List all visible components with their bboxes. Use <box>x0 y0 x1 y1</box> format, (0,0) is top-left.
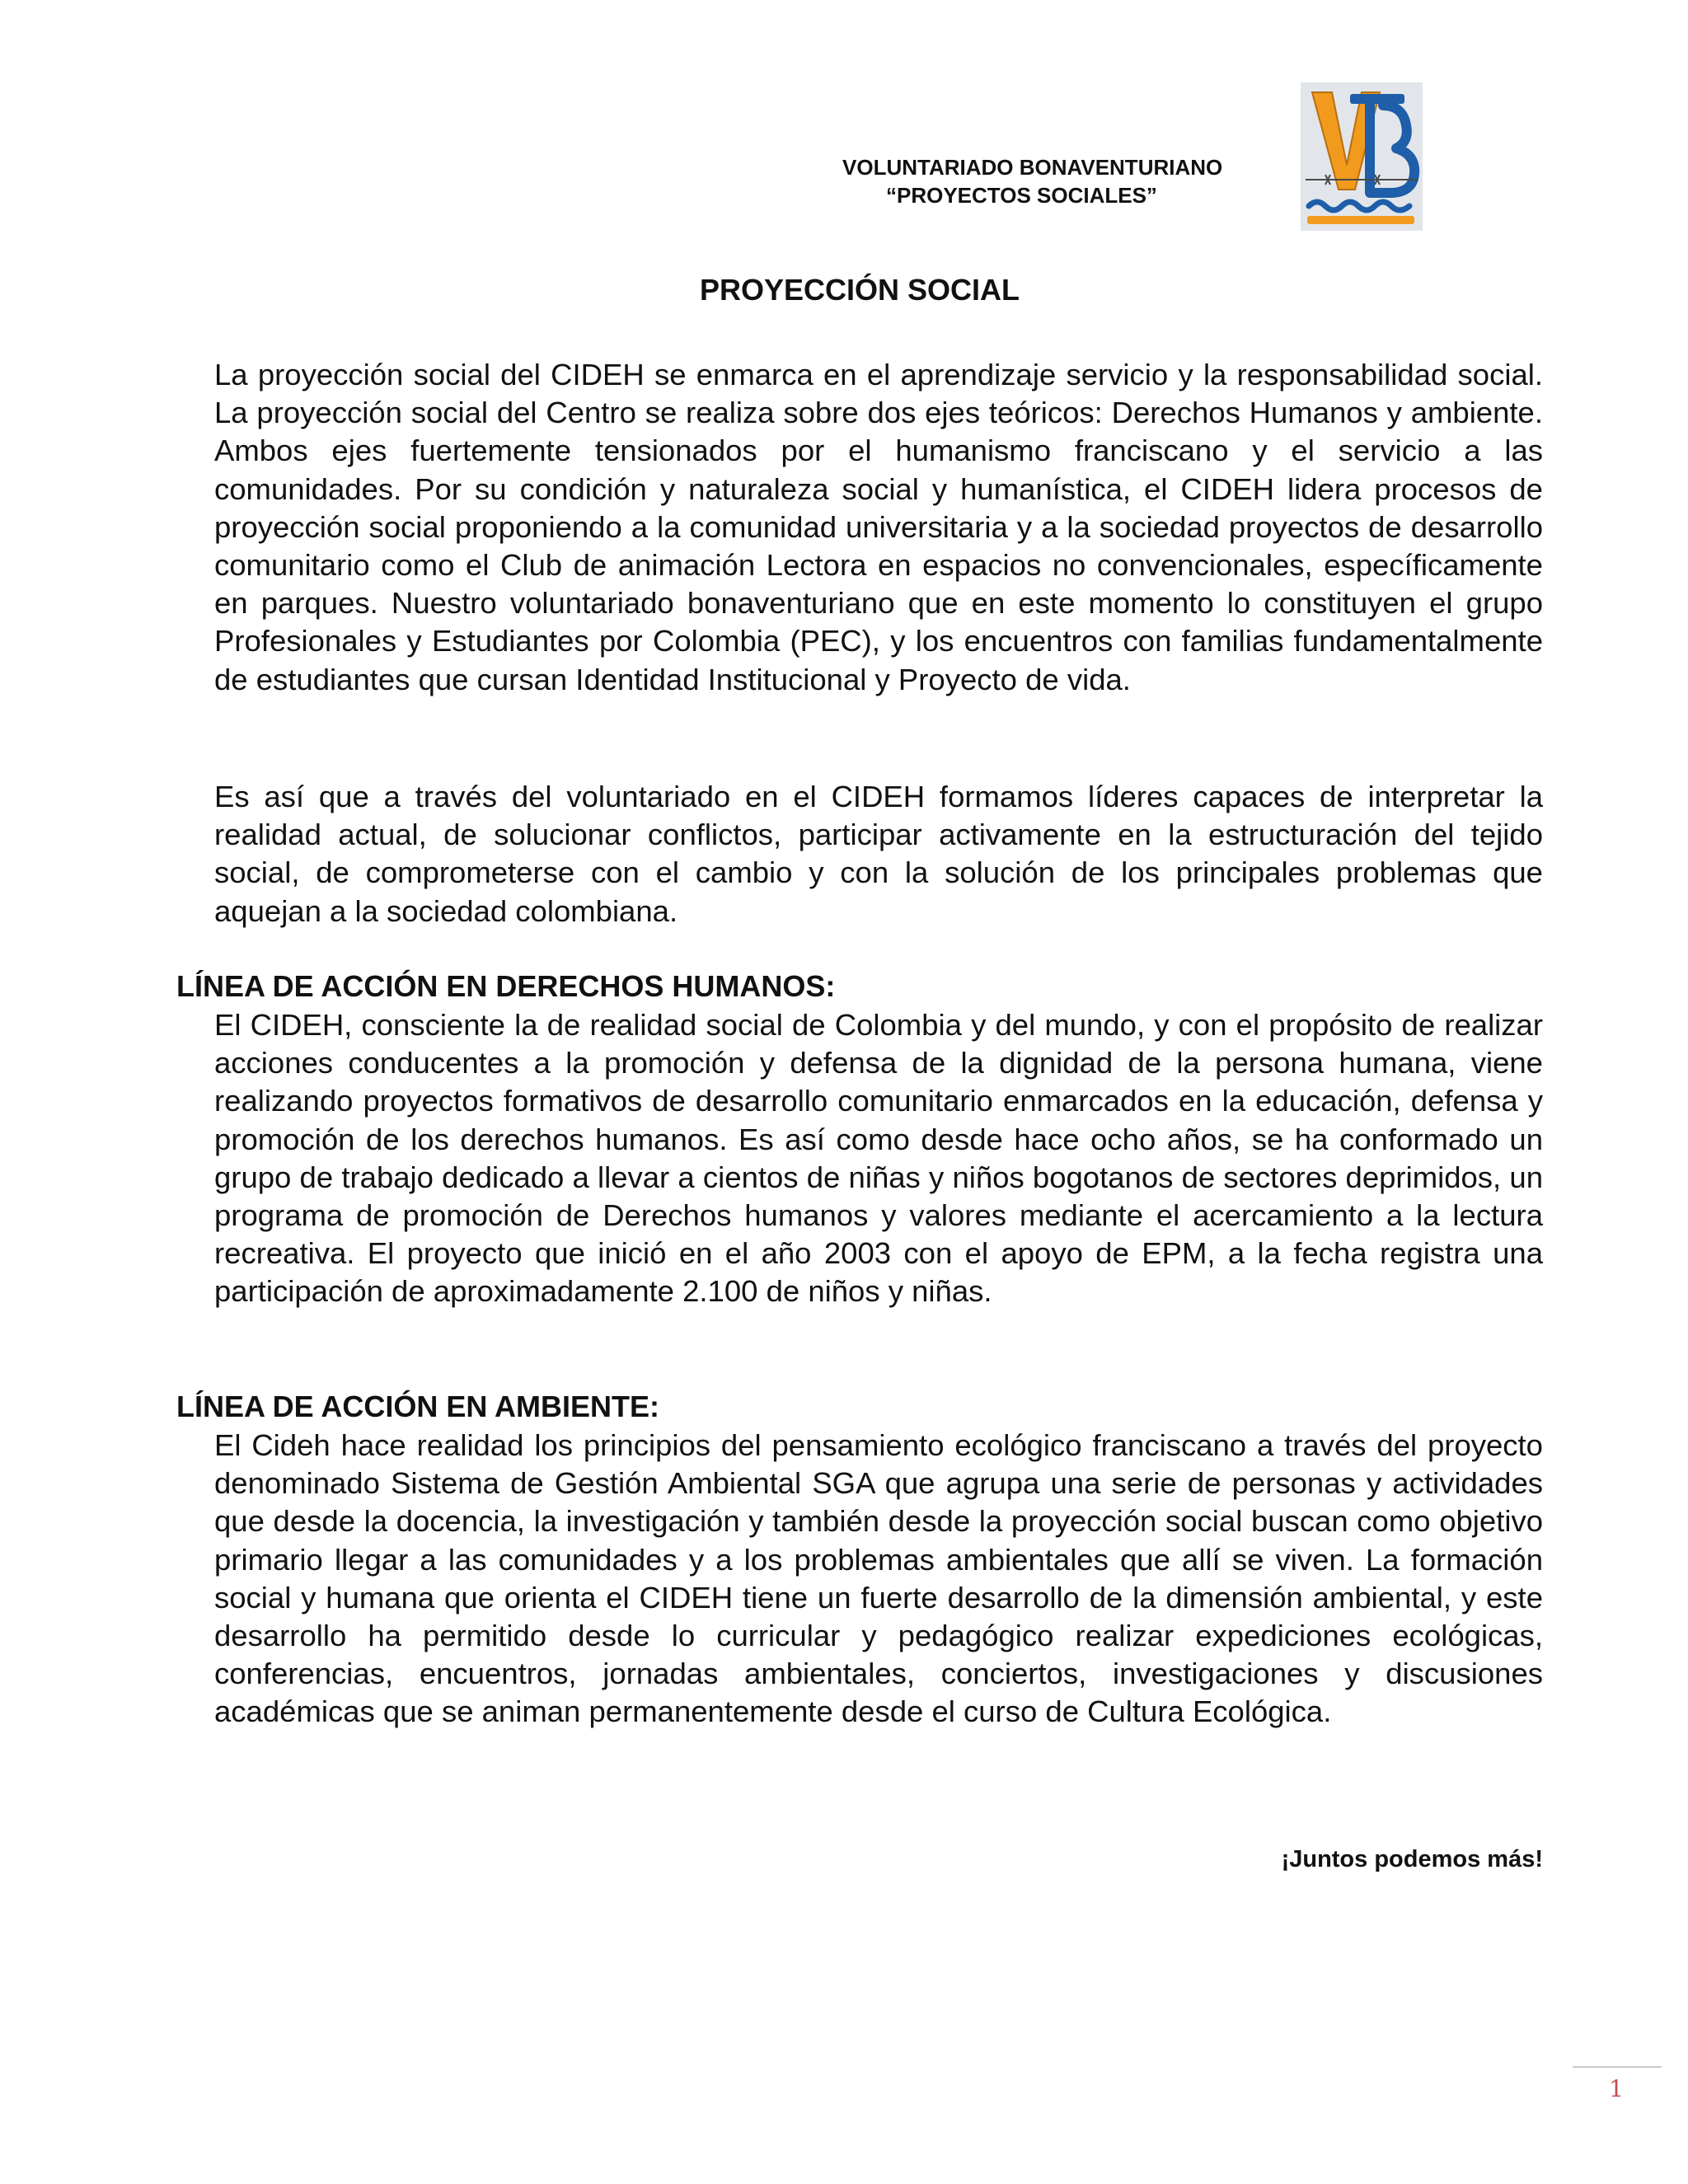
footer-divider <box>1573 2066 1662 2068</box>
page-number: 1 <box>1609 2075 1624 2102</box>
intro-paragraph-2: Es así que a través del voluntariado en el CIDEH formamos líderes capaces de interpretar la realidad actual, de solucionar conflictos, participar activamente en la estructuración del tejido social, de comprometerse con el cambio y con la solución de los principales problemas que aquejan a la sociedad colombiana. <box>214 780 1543 928</box>
intro-paragraph-1: La proyección social del CIDEH se enmarca en el aprendizaje servicio y la responsabilidad social. La proyección social del Centro se realiza sobre dos ejes teóricos: Derechos Humanos y ambiente. Ambos ejes fuertemente tensionados por el humanismo franciscano y el servicio a las comunidades. Por su condición y naturaleza social y humanística, el CIDEH lidera procesos de proyección social proponiendo a la comunidad universitaria y a la sociedad proyectos de desarrollo comunitario como el Club de animación Lectora en espacios no convencionales, específicamente en parques. Nuestro voluntariado bonaventuriano que en este momento lo constituyen el grupo Profesionales y Estudiantes por Colombia (PEC), y los encuentros con familias fundamentalmente de estudiantes que cursan Identidad Institucional y Proyecto de vida. <box>214 358 1543 696</box>
section-heading-environment: LÍNEA DE ACCIÓN EN AMBIENTE: <box>176 1390 660 1423</box>
section-body-human-rights: El CIDEH, consciente la de realidad social de Colombia y del mundo, y con el propósito de realizar acciones conducentes a la promoción y defensa de la dignidad de la persona humana, viene realizando proyectos formativos de desarrollo comunitario enmarcados en la educación, defensa y promoción de los derechos humanos. Es así como desde hace ocho años, se ha conformado un grupo de trabajo dedicado a llevar a cientos de niñas y niños bogotanos de sectores deprimidos, un programa de promoción de Derechos humanos y valores mediante el acercamiento a la lectura recreativa. El proyecto que inició en el año 2003 con el apoyo de EPM, a la fecha registra una participación de aproximadamente 2.100 de niños y niñas. <box>214 1008 1543 1309</box>
section-body-environment: El Cideh hace realidad los principios del pensamiento ecológico franciscano a través del proyecto denominado Sistema de Gestión Ambiental SGA que agrupa una serie de personas y actividades que desde la docencia, la investigación y también desde la proyección social buscan como objetivo primario llegar a las comunidades y a los problemas ambientales que allí se viven. La formación social y humana que orienta el CIDEH tiene un fuerte desarrollo de la dimensión ambiental, y este desarrollo ha permitido desde lo curricular y pedagógico realizar expediciones ecológicas, conferencias, encuentros, jornadas ambientales, conciertos, investigaciones y discusiones académicas que se animan permanentemente desde el curso de Cultura Ecológica. <box>214 1428 1543 1729</box>
closing-slogan: ¡Juntos podemos más! <box>1281 1846 1543 1872</box>
section-heading-human-rights: LÍNEA DE ACCIÓN EN DERECHOS HUMANOS: <box>176 969 836 1003</box>
voluntariado-logo <box>1301 82 1423 231</box>
header-org-name: VOLUNTARIADO BONAVENTURIANO <box>842 155 1223 180</box>
header-subtitle: “PROYECTOS SOCIALES” <box>886 183 1157 208</box>
page-title: PROYECCIÓN SOCIAL <box>699 273 1020 307</box>
document-header <box>824 153 1302 209</box>
